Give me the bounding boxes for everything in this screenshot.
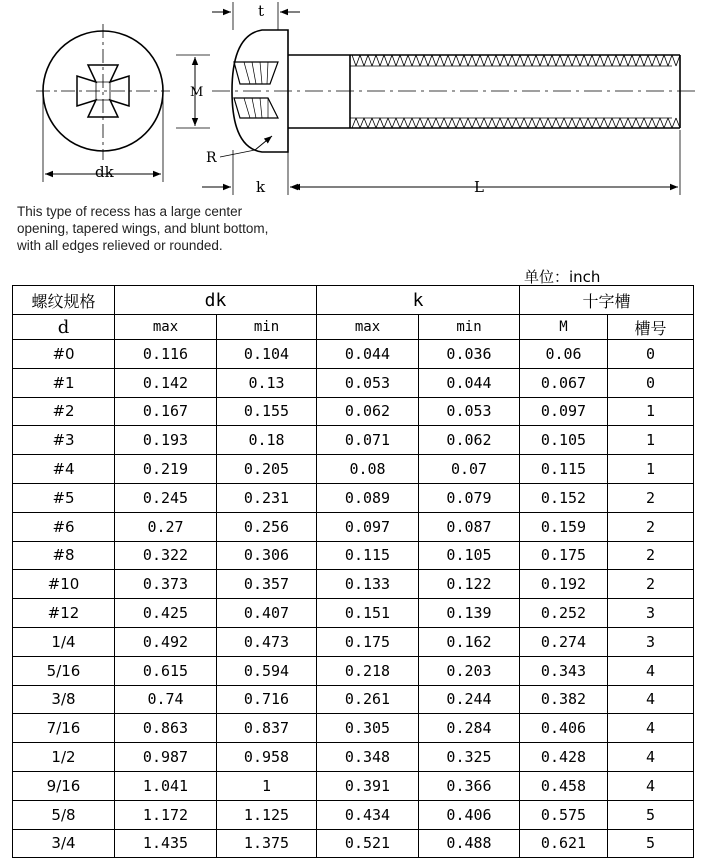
cell-size: #6 [13, 512, 115, 541]
cell-k-max: 0.044 [317, 340, 419, 369]
cell-slot: 0 [608, 340, 694, 369]
header-dk: dk [115, 286, 317, 315]
header-slot-number: 槽号 [608, 315, 694, 340]
cell-size: 9/16 [13, 771, 115, 800]
cell-k-max: 0.133 [317, 570, 419, 599]
cell-dk-min: 0.231 [217, 483, 317, 512]
cell-slot: 1 [608, 397, 694, 426]
cell-size: #2 [13, 397, 115, 426]
cell-k-min: 0.162 [419, 627, 520, 656]
cell-size: #10 [13, 570, 115, 599]
table-row [13, 397, 694, 426]
cell-m: 0.428 [520, 743, 608, 772]
cell-k-min: 0.07 [419, 455, 520, 484]
cell-k-min: 0.122 [419, 570, 520, 599]
cell-k-min: 0.406 [419, 800, 520, 829]
cell-dk-max: 0.142 [115, 368, 217, 397]
header-dk-max: max [115, 315, 217, 340]
cell-k-min: 0.366 [419, 771, 520, 800]
cell-slot: 5 [608, 800, 694, 829]
table-row [13, 426, 694, 455]
cell-m: 0.621 [520, 829, 608, 858]
cell-size: #4 [13, 455, 115, 484]
cell-k-max: 0.097 [317, 512, 419, 541]
l-label: L [474, 178, 484, 196]
cell-m: 0.175 [520, 541, 608, 570]
cell-dk-max: 0.492 [115, 627, 217, 656]
cell-dk-max: 1.172 [115, 800, 217, 829]
cell-dk-min: 0.155 [217, 397, 317, 426]
caption-line: This type of recess has a large center [17, 204, 243, 219]
cell-slot: 0 [608, 368, 694, 397]
unit-label: 单位：inch [524, 268, 601, 286]
cell-size: #12 [13, 599, 115, 628]
table-row [13, 541, 694, 570]
header-spec: 螺纹规格 [13, 286, 115, 315]
cell-dk-max: 0.322 [115, 541, 217, 570]
cell-k-max: 0.521 [317, 829, 419, 858]
k-label-side: k [256, 178, 266, 196]
table-row [13, 599, 694, 628]
cell-k-min: 0.036 [419, 340, 520, 369]
cell-dk-min: 0.473 [217, 627, 317, 656]
cell-slot: 4 [608, 771, 694, 800]
cell-slot: 4 [608, 714, 694, 743]
table-row [13, 743, 694, 772]
cell-size: #8 [13, 541, 115, 570]
cell-dk-min: 0.306 [217, 541, 317, 570]
cell-dk-min: 0.594 [217, 656, 317, 685]
cell-dk-min: 0.407 [217, 599, 317, 628]
cell-m: 0.115 [520, 455, 608, 484]
table-row [13, 512, 694, 541]
caption-line: opening, tapered wings, and blunt bottom, [17, 221, 269, 236]
cell-dk-min: 0.18 [217, 426, 317, 455]
cell-dk-max: 0.219 [115, 455, 217, 484]
table-row [13, 685, 694, 714]
table-row [13, 829, 694, 858]
cell-dk-max: 0.425 [115, 599, 217, 628]
cell-dk-max: 0.987 [115, 743, 217, 772]
recess-description [17, 203, 337, 254]
table-row [13, 800, 694, 829]
cell-k-min: 0.325 [419, 743, 520, 772]
screw-technical-drawing [0, 0, 705, 200]
table-row [13, 771, 694, 800]
cell-slot: 3 [608, 627, 694, 656]
table-subheader-row [13, 315, 694, 340]
dimension-table [12, 285, 694, 858]
table-row [13, 455, 694, 484]
cell-dk-max: 0.863 [115, 714, 217, 743]
cell-m: 0.382 [520, 685, 608, 714]
cell-slot: 5 [608, 829, 694, 858]
table-row [13, 483, 694, 512]
cell-k-max: 0.071 [317, 426, 419, 455]
cell-k-max: 0.08 [317, 455, 419, 484]
cell-dk-min: 0.958 [217, 743, 317, 772]
dk-label-front: dk [95, 163, 114, 181]
table-row [13, 368, 694, 397]
header-dk-min: min [217, 315, 317, 340]
cell-dk-max: 0.116 [115, 340, 217, 369]
cell-m: 0.06 [520, 340, 608, 369]
cell-slot: 2 [608, 541, 694, 570]
cell-dk-max: 0.167 [115, 397, 217, 426]
cell-k-min: 0.139 [419, 599, 520, 628]
cell-m: 0.159 [520, 512, 608, 541]
caption-line: with all edges relieved or rounded. [17, 238, 223, 253]
cell-size: 5/16 [13, 656, 115, 685]
cell-dk-min: 0.716 [217, 685, 317, 714]
table-row [13, 656, 694, 685]
header-k-max: max [317, 315, 419, 340]
cell-dk-min: 0.13 [217, 368, 317, 397]
cell-k-max: 0.261 [317, 685, 419, 714]
cell-k-min: 0.105 [419, 541, 520, 570]
cell-m: 0.458 [520, 771, 608, 800]
cell-m: 0.097 [520, 397, 608, 426]
cell-k-min: 0.062 [419, 426, 520, 455]
cell-slot: 2 [608, 483, 694, 512]
cell-m: 0.406 [520, 714, 608, 743]
table-header-row [13, 286, 694, 315]
cell-slot: 4 [608, 743, 694, 772]
cell-k-min: 0.087 [419, 512, 520, 541]
cell-m: 0.105 [520, 426, 608, 455]
cell-slot: 3 [608, 599, 694, 628]
cell-dk-min: 0.256 [217, 512, 317, 541]
cell-dk-min: 1 [217, 771, 317, 800]
cell-k-max: 0.434 [317, 800, 419, 829]
header-cross-recess: 十字槽 [520, 286, 694, 315]
cell-slot: 2 [608, 570, 694, 599]
cell-k-min: 0.079 [419, 483, 520, 512]
cell-k-max: 0.151 [317, 599, 419, 628]
cell-m: 0.152 [520, 483, 608, 512]
cell-slot: 1 [608, 426, 694, 455]
cell-k-max: 0.391 [317, 771, 419, 800]
m-label: M [190, 85, 204, 100]
cell-size: #5 [13, 483, 115, 512]
cell-dk-min: 1.125 [217, 800, 317, 829]
t-label: t [258, 2, 265, 20]
cell-slot: 1 [608, 455, 694, 484]
cell-m: 0.192 [520, 570, 608, 599]
cell-m: 0.575 [520, 800, 608, 829]
cell-k-min: 0.044 [419, 368, 520, 397]
cell-m: 0.067 [520, 368, 608, 397]
table-row [13, 340, 694, 369]
cell-size: 1/2 [13, 743, 115, 772]
cell-slot: 4 [608, 685, 694, 714]
cell-m: 0.343 [520, 656, 608, 685]
cell-dk-max: 0.193 [115, 426, 217, 455]
cell-dk-min: 0.205 [217, 455, 317, 484]
cell-dk-max: 0.615 [115, 656, 217, 685]
cell-k-max: 0.062 [317, 397, 419, 426]
cell-size: #1 [13, 368, 115, 397]
r-label: R [206, 150, 217, 166]
cell-k-min: 0.284 [419, 714, 520, 743]
cell-k-max: 0.175 [317, 627, 419, 656]
cell-dk-max: 1.435 [115, 829, 217, 858]
cell-size: #3 [13, 426, 115, 455]
cell-k-min: 0.488 [419, 829, 520, 858]
cell-dk-min: 1.375 [217, 829, 317, 858]
screw-side-view [202, 2, 695, 195]
table-row [13, 627, 694, 656]
table-row [13, 570, 694, 599]
header-d: d [13, 315, 115, 340]
cell-dk-min: 0.357 [217, 570, 317, 599]
cell-dk-max: 0.74 [115, 685, 217, 714]
header-m: M [520, 315, 608, 340]
cell-size: 5/8 [13, 800, 115, 829]
cell-slot: 2 [608, 512, 694, 541]
cell-k-max: 0.305 [317, 714, 419, 743]
cell-dk-max: 1.041 [115, 771, 217, 800]
cell-k-max: 0.089 [317, 483, 419, 512]
cell-size: 1/4 [13, 627, 115, 656]
cell-k-max: 0.348 [317, 743, 419, 772]
cell-size: #0 [13, 340, 115, 369]
header-k-min: min [419, 315, 520, 340]
cell-size: 3/8 [13, 685, 115, 714]
cell-k-max: 0.115 [317, 541, 419, 570]
cell-dk-max: 0.373 [115, 570, 217, 599]
cell-dk-max: 0.27 [115, 512, 217, 541]
cell-k-min: 0.244 [419, 685, 520, 714]
cell-size: 3/4 [13, 829, 115, 858]
cell-dk-min: 0.837 [217, 714, 317, 743]
table-row [13, 714, 694, 743]
cell-m: 0.252 [520, 599, 608, 628]
cell-size: 7/16 [13, 714, 115, 743]
cell-k-min: 0.053 [419, 397, 520, 426]
screw-head-front-view [36, 24, 210, 182]
cell-dk-min: 0.104 [217, 340, 317, 369]
cell-dk-max: 0.245 [115, 483, 217, 512]
cell-m: 0.274 [520, 627, 608, 656]
cell-k-max: 0.218 [317, 656, 419, 685]
cell-k-max: 0.053 [317, 368, 419, 397]
header-k: k [317, 286, 520, 315]
cell-k-min: 0.203 [419, 656, 520, 685]
cell-slot: 4 [608, 656, 694, 685]
